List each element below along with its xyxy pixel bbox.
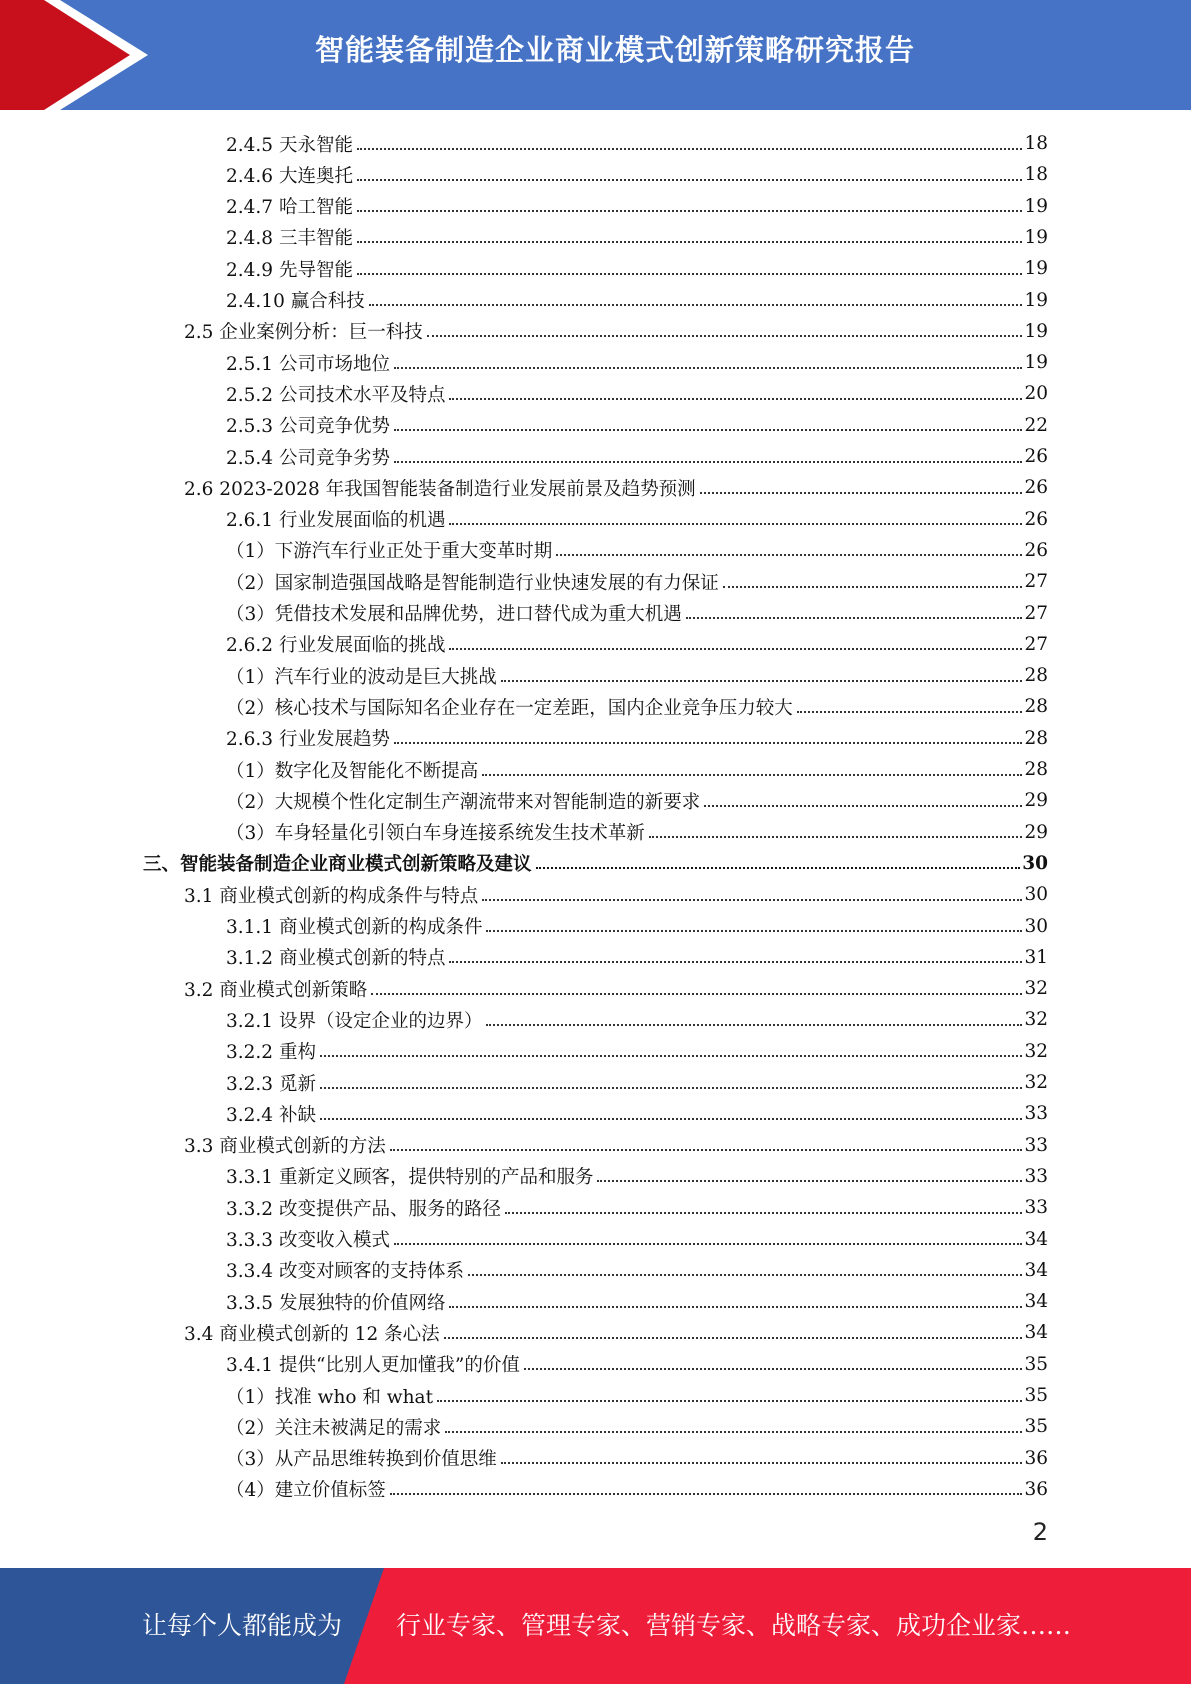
toc-entry[interactable] [226,629,1048,660]
toc-entry-page: 36 [1024,1447,1048,1469]
toc-entry[interactable] [226,1161,1048,1192]
toc-entry-title: 3.2.4 补缺 [226,1104,316,1126]
toc-entry-page: 33 [1024,1165,1048,1187]
toc-entry-title: （3）从产品思维转换到价值思维 [226,1449,497,1471]
toc-entry-page: 33 [1024,1197,1048,1219]
toc-entry-page: 30 [1024,884,1048,906]
toc-leader-dots [482,899,1022,901]
toc-entry-page: 19 [1024,320,1048,342]
toc-entry-title: 2.4.6 大连奥托 [226,165,353,187]
toc-leader-dots [357,148,1023,150]
page-header [0,0,1191,110]
toc-entry[interactable] [226,1380,1048,1411]
toc-entry[interactable] [226,1474,1048,1505]
toc-entry[interactable] [226,128,1048,159]
toc-entry-page: 34 [1024,1291,1048,1313]
toc-entry-title: 3.3.5 发展独特的价值网络 [226,1292,446,1314]
toc-leader-dots [394,742,1022,744]
toc-entry-page: 18 [1024,133,1048,154]
toc-entry-title: 3.3.1 重新定义顾客，提供特别的产品和服务 [226,1167,594,1189]
toc-entry[interactable] [226,1286,1048,1317]
toc-entry-title: 2.4.7 哈工智能 [226,197,353,219]
toc-leader-dots [449,648,1022,650]
toc-leader-dots [357,179,1023,181]
toc-entry-title: 2.4.8 三丰智能 [226,228,353,250]
toc-leader-dots [357,210,1023,212]
toc-leader-dots [501,1462,1023,1464]
toc-entry[interactable] [184,879,1048,910]
toc-leader-dots [686,617,1023,619]
toc-leader-dots [449,398,1022,400]
toc-entry-title: 3.2.1 设界（设定企业的边界） [226,1010,483,1032]
toc-entry[interactable] [226,410,1048,441]
toc-leader-dots [536,867,1021,869]
toc-leader-dots [369,304,1023,306]
toc-entry-page: 28 [1024,665,1048,687]
toc-entry[interactable] [226,1192,1048,1223]
toc-entry-page: 20 [1024,383,1048,405]
header-chevron-icon [0,0,160,110]
toc-entry-title: （2）核心技术与国际知名企业存在一定差距，国内企业竞争压力较大 [226,697,793,719]
toc-entry-page: 34 [1024,1322,1048,1344]
toc-entry-title: 3.3.3 改变收入模式 [226,1230,390,1251]
toc-entry-page: 26 [1024,539,1048,561]
toc-entry-page: 27 [1024,602,1048,624]
toc-entry-page: 33 [1024,1134,1048,1156]
toc-entry-title: 3.3.4 改变对顾客的支持体系 [226,1261,464,1283]
toc-entry[interactable] [226,1349,1048,1380]
toc-entry-page: 32 [1024,1072,1048,1093]
toc-entry-title: 3.3.2 改变提供产品、服务的路径 [226,1198,501,1220]
toc-leader-dots [357,241,1023,243]
toc-entry[interactable] [226,566,1048,597]
toc-leader-dots [394,429,1022,431]
toc-entry-title: 3.4.1 提供“比别人更加懂我”的价值 [226,1355,520,1377]
toc-leader-dots [394,461,1022,463]
toc-entry[interactable] [226,911,1048,942]
toc-leader-dots [320,1087,1023,1089]
toc-entry-page: 28 [1024,727,1048,749]
toc-entry[interactable] [226,785,1048,816]
toc-entry[interactable] [226,159,1048,190]
toc-entry-title: （2）关注未被满足的需求 [226,1417,442,1439]
toc-entry[interactable] [226,1224,1048,1255]
toc-entry[interactable] [226,754,1048,785]
toc-entry-title: 2.6.2 行业发展面临的挑战 [226,635,446,657]
toc-entry-page: 29 [1024,821,1048,843]
toc-entry-title: 三、智能装备制造企业商业模式创新策略及建议 [143,854,532,876]
toc-entry-title: 2.5.1 公司市场地位 [226,353,390,375]
toc-entry-page: 19 [1024,226,1048,248]
page-footer [0,1568,1191,1684]
toc-entry[interactable] [226,1098,1048,1129]
toc-entry-title: 2.4.10 赢合科技 [226,291,365,312]
toc-entry[interactable] [226,1443,1048,1474]
toc-leader-dots [320,1055,1023,1057]
toc-entry-page: 28 [1024,696,1048,718]
toc-leader-dots [486,1024,1022,1026]
toc-entry[interactable] [226,253,1048,284]
toc-leader-dots [482,774,1022,776]
toc-leader-dots [556,554,1022,556]
toc-leader-dots [723,586,1023,588]
toc-entry-title: 2.6 2023-2028 年我国智能装备制造行业发展前景及趋势预测 [184,478,696,500]
toc-entry-page: 35 [1024,1353,1048,1375]
toc-entry[interactable] [184,316,1048,347]
toc-entry[interactable] [226,1067,1048,1098]
toc-entry-title: （3）车身轻量化引领白车身连接系统发生技术革新 [226,823,645,845]
toc-entry-title: （1）数字化及智能化不断提高 [226,760,479,782]
report-title: 智能装备制造企业商业模式创新策略研究报告 [314,33,915,67]
toc-entry-page: 32 [1024,1040,1048,1062]
toc-entry-title: 2.4.5 天永智能 [226,134,353,156]
toc-entry-page: 30 [1024,915,1048,937]
toc-entry[interactable] [184,472,1048,503]
toc-entry-title: （1）找准 who 和 what [226,1386,434,1408]
toc-entry-page: 18 [1024,164,1048,186]
toc-entry-page: 35 [1024,1416,1048,1438]
toc-entry[interactable] [226,723,1048,754]
toc-entry[interactable] [226,1036,1048,1067]
toc-leader-dots [597,1180,1022,1182]
toc-leader-dots [444,1337,1023,1339]
toc-entry-title: 2.6.3 行业发展趋势 [226,729,390,751]
toc-entry-title: 3.2 商业模式创新策略 [184,979,368,1001]
toc-leader-dots [390,1149,1023,1151]
footer-slogan-right: 行业专家、管理专家、营销专家、战略专家、成功企业家…… [396,1611,1072,1640]
toc-leader-dots [524,1368,1023,1370]
page-number: 2 [1032,1518,1048,1546]
toc-entry-title: （2）大规模个性化定制生产潮流带来对智能制造的新要求 [226,791,701,813]
toc-entry-page: 34 [1024,1228,1048,1250]
toc-entry[interactable] [226,598,1048,629]
toc-entry-title: 2.5.4 公司竞争劣势 [226,447,390,469]
toc-leader-dots [501,680,1023,682]
toc-leader-dots [649,836,1023,838]
toc-entry-page: 19 [1024,352,1048,374]
footer-slogan-left: 让每个人都能成为 [142,1611,343,1640]
toc-entry[interactable] [226,441,1048,472]
toc-entry-title: 3.1.1 商业模式创新的构成条件 [226,917,483,938]
toc-entry[interactable] [226,191,1048,222]
toc-entry[interactable] [184,1130,1048,1161]
toc-entry-title: 2.4.9 先导智能 [226,259,353,281]
toc-leader-dots [427,335,1023,337]
toc-entry[interactable] [226,691,1048,722]
toc-entry-page: 19 [1024,258,1048,280]
toc-leader-dots [320,1118,1023,1120]
toc-leader-dots [449,523,1022,525]
toc-entry[interactable] [226,1411,1048,1442]
toc-entry-page: 28 [1024,759,1048,780]
toc-leader-dots [505,1212,1022,1214]
toc-leader-dots [449,1306,1022,1308]
toc-entry[interactable] [226,222,1048,253]
toc-leader-dots [704,805,1022,807]
toc-entry-title: 2.5 企业案例分析：巨一科技 [184,322,423,344]
toc-leader-dots [437,1400,1022,1402]
toc-leader-dots [394,1243,1022,1245]
toc-entry-page: 33 [1024,1103,1048,1125]
toc-entry-page: 35 [1024,1385,1048,1406]
toc-entry[interactable] [226,1004,1048,1035]
toc-entry-title: 3.1.2 商业模式创新的特点 [226,948,446,970]
toc-entry[interactable] [226,504,1048,535]
toc-entry-title: （1）汽车行业的波动是巨大挑战 [226,666,497,688]
toc-entry-page: 19 [1024,289,1048,311]
toc-entry-title: （2）国家制造强国战略是智能制造行业快速发展的有力保证 [226,572,719,594]
toc-entry-page: 32 [1024,1009,1048,1031]
toc-entry-title: （1）下游汽车行业正处于重大变革时期 [226,541,553,563]
toc-leader-dots [445,1431,1022,1433]
toc-leader-dots [486,930,1022,932]
toc-leader-dots [357,273,1023,275]
toc-entry-page: 26 [1024,477,1048,499]
toc-entry[interactable] [143,848,1048,879]
toc-entry-page: 27 [1024,633,1048,655]
toc-entry-page: 19 [1024,195,1048,217]
toc-entry[interactable] [226,285,1048,316]
toc-entry-page: 29 [1024,790,1048,812]
toc-entry-page: 30 [1022,852,1048,874]
toc-entry-page: 34 [1024,1259,1048,1281]
toc-entry-title: （4）建立价值标签 [226,1480,386,1502]
toc-entry[interactable] [226,660,1048,691]
toc-entry[interactable] [184,1317,1048,1348]
toc-entry-page: 32 [1024,978,1048,1000]
toc-entry-title: 3.1 商业模式创新的构成条件与特点 [184,885,479,907]
toc-entry-title: （3）凭借技术发展和品牌优势，进口替代成为重大机遇 [226,604,682,625]
toc-entry[interactable] [226,535,1048,566]
toc-entry-title: 3.2.2 重构 [226,1042,316,1064]
toc-entry[interactable] [226,347,1048,378]
toc-entry-title: 2.6.1 行业发展面临的机遇 [226,510,446,532]
toc-entry-title: 3.3 商业模式创新的方法 [184,1136,386,1158]
toc-entry-page: 26 [1024,446,1048,467]
toc-entry[interactable] [226,817,1048,848]
toc-entry-title: 3.4 商业模式创新的 12 条心法 [184,1323,440,1345]
toc-leader-dots [371,993,1022,995]
toc-entry[interactable] [184,973,1048,1004]
toc-entry-title: 2.5.2 公司技术水平及特点 [226,384,446,406]
toc-entry-page: 27 [1024,571,1048,593]
toc-entry[interactable] [226,942,1048,973]
toc-leader-dots [797,711,1023,713]
toc-entry-title: 2.5.3 公司竞争优势 [226,416,390,438]
toc-entry-page: 36 [1024,1478,1048,1500]
toc-leader-dots [449,961,1022,963]
toc-leader-dots [390,1493,1023,1495]
toc-entry-page: 31 [1024,946,1048,968]
toc-entry-page: 26 [1024,508,1048,530]
toc-leader-dots [394,367,1022,369]
toc-entry[interactable] [226,1255,1048,1286]
toc-entry-title: 3.2.3 觅新 [226,1073,316,1095]
toc-leader-dots [700,492,1023,494]
toc-entry[interactable] [226,378,1048,409]
toc-leader-dots [468,1274,1022,1276]
toc-entry-page: 22 [1024,414,1048,436]
